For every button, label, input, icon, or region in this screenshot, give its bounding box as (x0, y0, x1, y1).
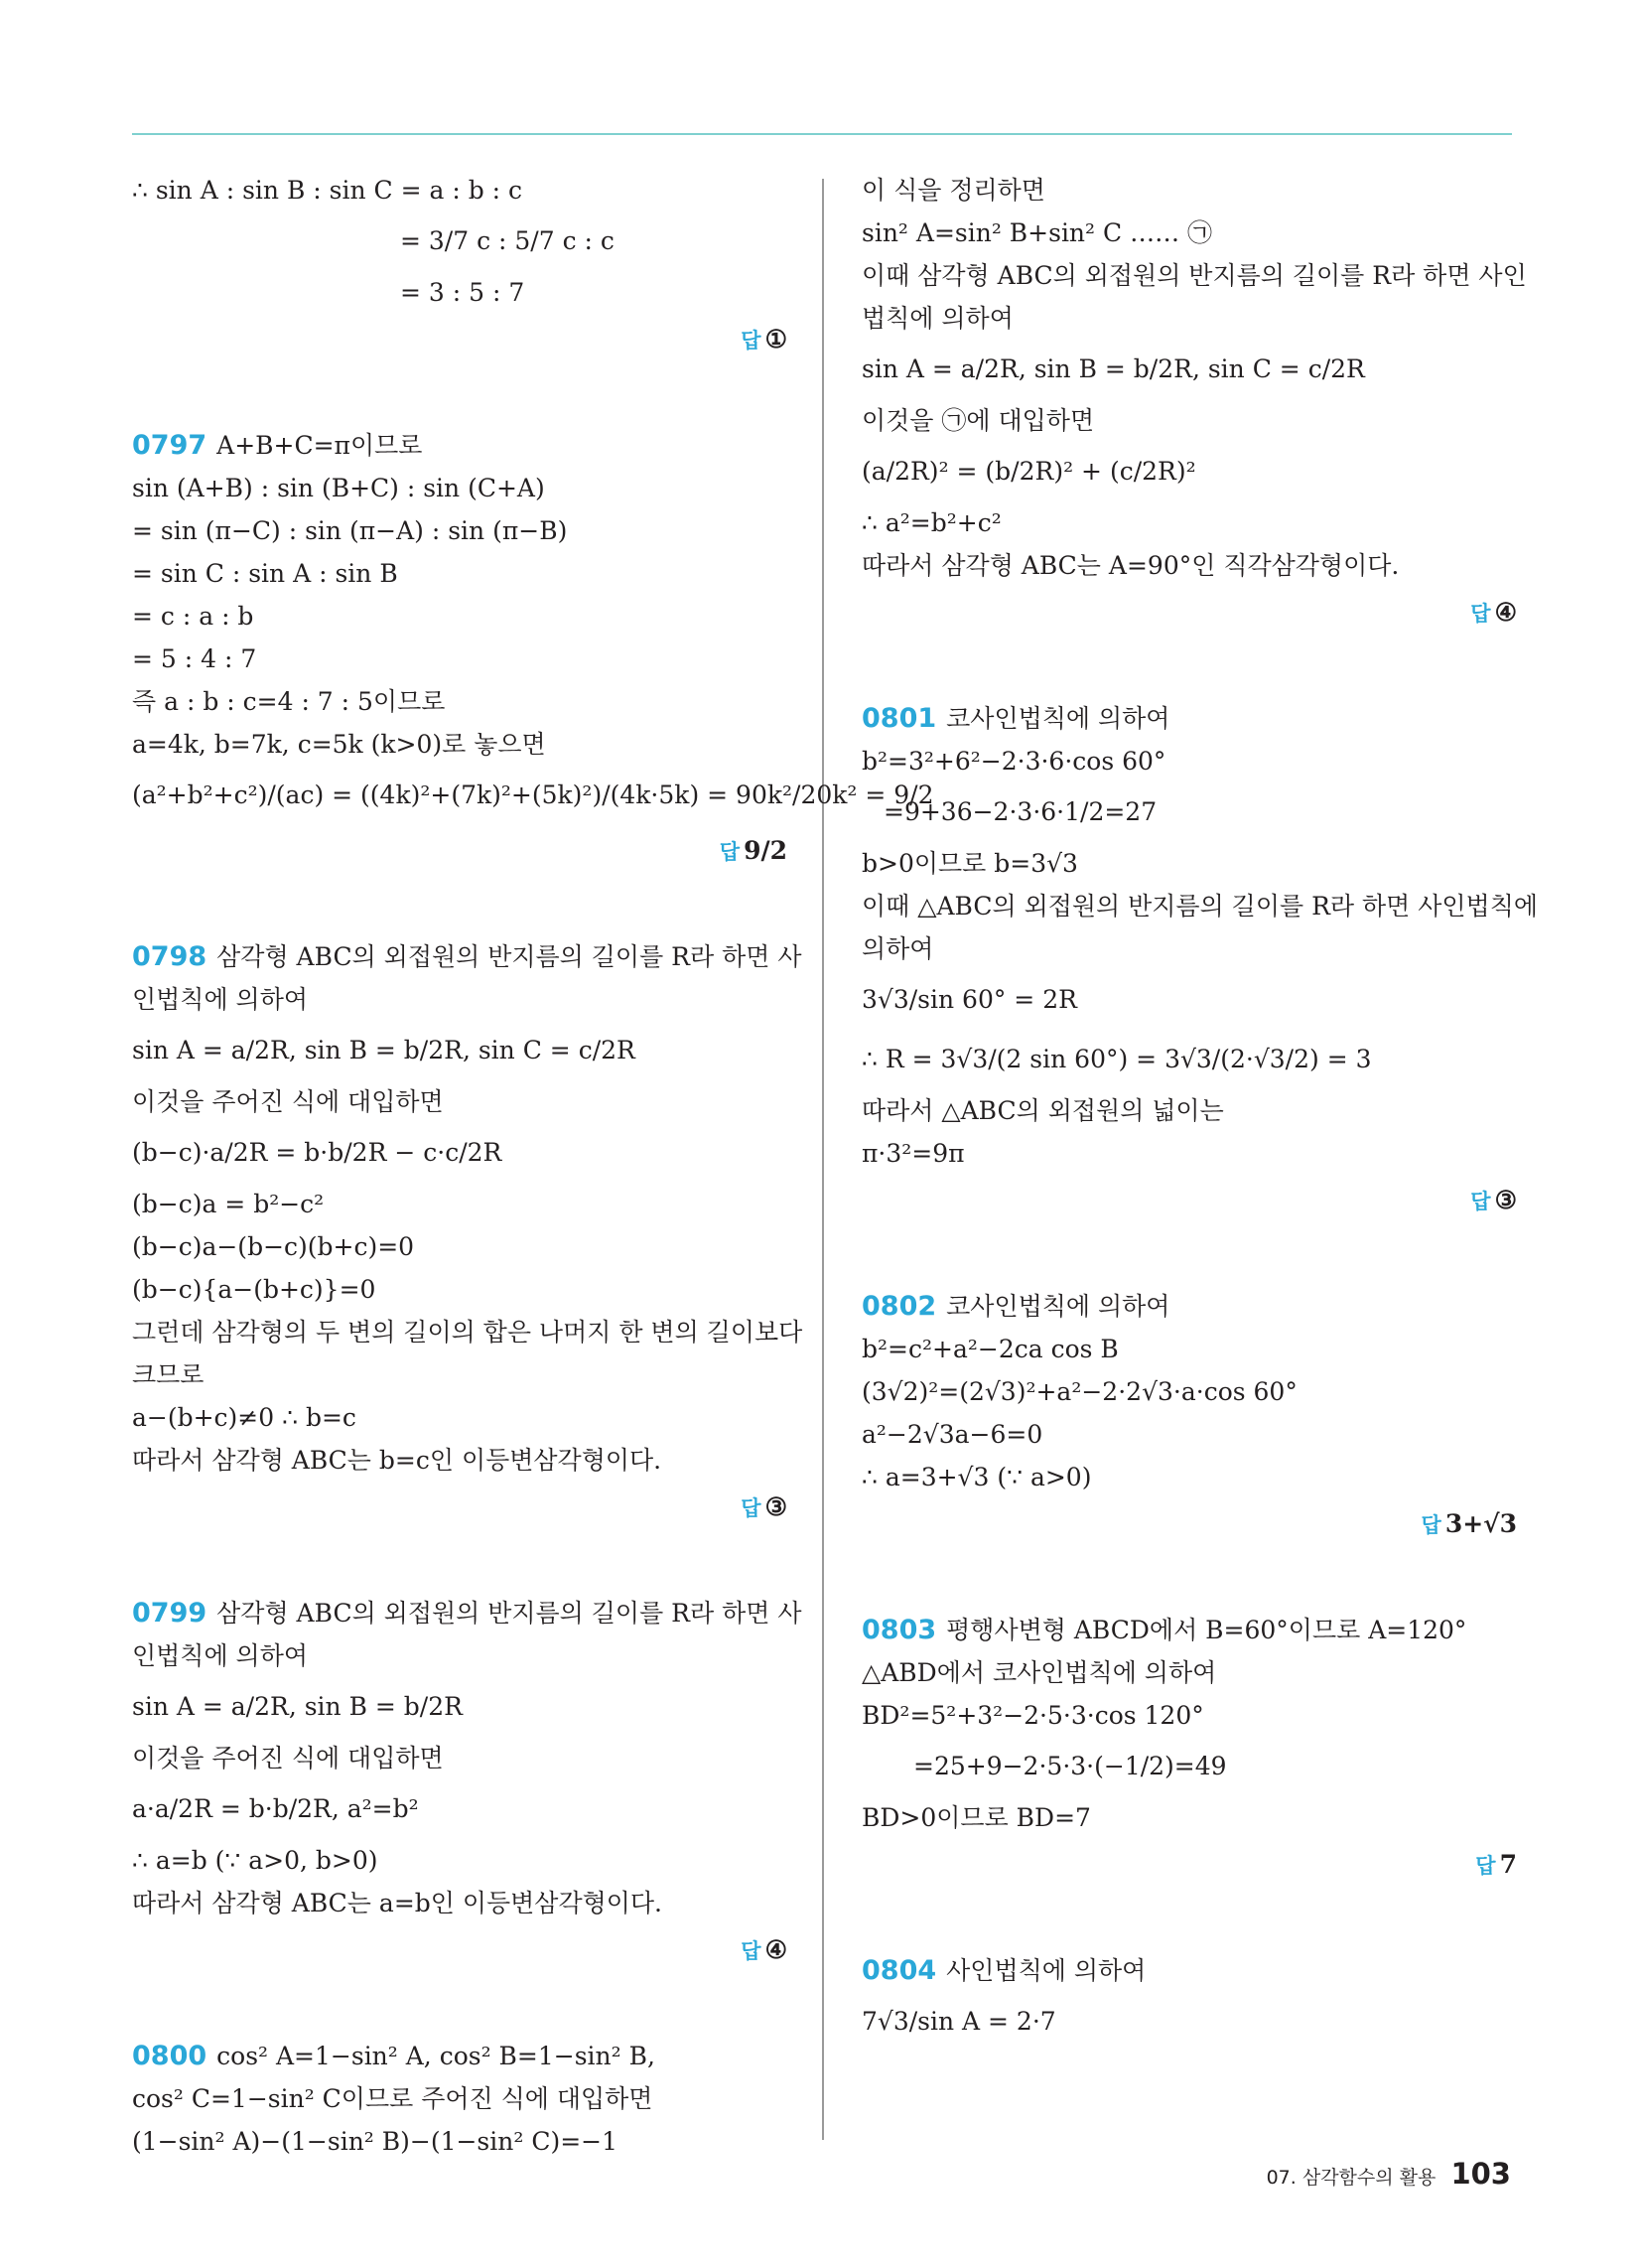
solution-line (862, 782, 1517, 842)
problem-number: 0798 (132, 941, 207, 972)
solution-line (132, 1123, 787, 1183)
line-text: b²=c²+a²−2ca cos B (862, 1335, 1119, 1363)
top-rule (132, 133, 1512, 135)
line-text: 이것을 ㉠에 대입하면 (862, 406, 1095, 435)
solution-line (862, 169, 1517, 212)
solution-line (132, 212, 787, 271)
line-text: ∴ a²=b²+c² (862, 508, 1002, 537)
line-text: (3√2)²=(2√3)²+a²−2·2√3·a·cos 60° (862, 1377, 1298, 1406)
line-text: ∴ R = 3√3/(2 sin 60°) = 3√3/(2·√3/2) = 3 (862, 1045, 1372, 1073)
line-text: 의하여 (862, 934, 934, 963)
problem-line (132, 2035, 787, 2077)
line-text: 이때 △ABC의 외접원의 반지름의 길이를 R라 하면 사인법칙에 (862, 892, 1538, 921)
line-text: 삼각형 ABC의 외접원의 반지름의 길이를 R라 하면 사 (216, 942, 802, 971)
solution-line (862, 212, 1517, 254)
line-text: 코사인법칙에 의하여 (946, 1292, 1170, 1321)
solution-line (132, 680, 787, 723)
line-text: = 3 : 5 : 7 (400, 278, 525, 307)
line-text: = sin C : sin A : sin B (132, 559, 398, 588)
solution-line (132, 169, 787, 212)
line-text: 사인법칙에 의하여 (946, 1956, 1147, 1985)
page-number: 103 (1450, 2157, 1511, 2191)
answer-value: ④ (1494, 598, 1517, 627)
solution-line (132, 766, 934, 825)
solution-line (132, 723, 787, 766)
answer-label: 답 (741, 329, 761, 353)
solution-line (862, 970, 1517, 1030)
problem-number: 0804 (862, 1955, 937, 1986)
solution-line (862, 740, 1517, 782)
solution-line (862, 254, 1527, 297)
solution-line (862, 1030, 1517, 1089)
solution-line (132, 1882, 787, 1924)
problem-line (862, 1949, 1517, 1992)
solution-line (132, 1021, 787, 1080)
line-text: a·a/2R = b·b/2R, a²=b² (132, 1794, 419, 1823)
line-text: (b−c)·a/2R = b·b/2R − c·c/2R (132, 1138, 502, 1167)
problem-line (862, 1285, 1517, 1328)
section-gap (862, 1223, 1517, 1285)
solution-line (132, 1268, 787, 1311)
solution-line (862, 340, 1517, 399)
line-text: 인법칙에 의하여 (132, 1641, 308, 1670)
answer (862, 1843, 1517, 1888)
solution-line (132, 1779, 787, 1839)
line-text: (b−c)a−(b−c)(b+c)=0 (132, 1232, 415, 1261)
solution-line (862, 442, 1517, 501)
solution-line (132, 1677, 787, 1737)
line-text: (a/2R)² = (b/2R)² + (c/2R)² (862, 457, 1196, 486)
problem-line (132, 1592, 802, 1634)
line-text: = c : a : b (132, 602, 254, 631)
solution-line (862, 297, 1517, 340)
answer-label: 답 (719, 840, 741, 864)
problem-number: 0800 (132, 2041, 207, 2071)
solution-line (862, 501, 1517, 544)
line-text: BD²=5²+3²−2·5·3·cos 120° (862, 1701, 1204, 1730)
solution-line (132, 1080, 787, 1123)
answer-value: 7 (1499, 1850, 1517, 1879)
line-text: sin A = a/2R, sin B = b/2R, sin C = c/2R (862, 354, 1365, 383)
solution-line (132, 1634, 787, 1677)
solution-line (862, 927, 1517, 970)
answer-value: 3+√3 (1444, 1509, 1517, 1538)
problem-number: 0803 (862, 1615, 937, 1645)
solution-line (132, 1439, 787, 1482)
line-text: ∴ a=b (∵ a>0, b>0) (132, 1846, 378, 1875)
problem-line (132, 935, 802, 978)
problem-number: 0801 (862, 703, 937, 734)
solution-line (862, 1456, 1517, 1498)
answer-label: 답 (741, 1939, 761, 1963)
line-text: b>0이므로 b=3√3 (862, 849, 1078, 878)
answer-label: 답 (741, 1496, 761, 1520)
solution-line (132, 2120, 787, 2163)
answer (132, 1928, 787, 1973)
line-text: A+B+C=π이므로 (216, 431, 423, 460)
line-text: sin A = a/2R, sin B = b/2R (132, 1692, 463, 1721)
line-text: 법칙에 의하여 (862, 304, 1014, 333)
problem-number: 0802 (862, 1291, 937, 1322)
page-footer (1267, 2157, 1511, 2191)
line-text: 평행사변형 ABCD에서 B=60°이므로 A=120° (946, 1616, 1467, 1644)
section-gap (132, 362, 787, 424)
solution-line (862, 1694, 1517, 1737)
line-text: = 5 : 4 : 7 (132, 644, 257, 673)
problem-line (862, 697, 1517, 740)
answer (132, 829, 787, 874)
answer-value: 9/2 (744, 836, 787, 865)
answer-value: ④ (764, 1935, 787, 1964)
line-text: 인법칙에 의하여 (132, 985, 308, 1014)
solution-line (132, 978, 787, 1021)
solution-line (132, 552, 787, 595)
problem-line (132, 424, 787, 467)
section-gap (862, 636, 1517, 697)
line-text: 코사인법칙에 의하여 (946, 704, 1170, 733)
line-text: BD>0이므로 BD=7 (862, 1803, 1091, 1832)
solution-line (132, 1183, 787, 1225)
answer (132, 318, 787, 362)
line-text: b²=3²+6²−2·3·6·cos 60° (862, 747, 1166, 776)
line-text: 그런데 삼각형의 두 변의 길이의 합은 나머지 한 변의 길이보다 (132, 1318, 803, 1347)
solution-line (862, 885, 1538, 927)
solution-line (862, 842, 1517, 885)
section-gap (132, 1530, 787, 1592)
section-gap (132, 1973, 787, 2035)
answer-value: ③ (1494, 1186, 1517, 1214)
line-text: a=4k, b=7k, c=5k (k>0)로 놓으면 (132, 730, 546, 759)
line-text: a−(b+c)≠0 ∴ b=c (132, 1403, 356, 1432)
line-text: (b−c){a−(b+c)}=0 (132, 1275, 376, 1304)
line-text: 3√3/sin 60° = 2R (862, 985, 1077, 1014)
answer-label: 답 (1470, 602, 1491, 626)
solution-line (862, 1737, 1517, 1796)
solution-line (132, 1839, 787, 1882)
line-text: 따라서 삼각형 ABC는 a=b인 이등변삼각형이다. (132, 1889, 663, 1917)
solution-line (862, 1413, 1517, 1456)
column-divider (822, 179, 824, 2140)
line-text: 7√3/sin A = 2·7 (862, 2007, 1056, 2036)
line-text: (a²+b²+c²)/(ac) = ((4k)²+(7k)²+(5k)²)/(4k·5k) = 90k²/20k² = 9/2 (132, 780, 934, 809)
solution-line (862, 544, 1517, 587)
line-text: ∴ a=3+√3 (∵ a>0) (862, 1463, 1092, 1491)
solution-line (132, 509, 787, 552)
solution-line (132, 1353, 787, 1396)
solution-line (862, 1132, 1517, 1175)
line-text: =25+9−2·5·3·(−1/2)=49 (913, 1752, 1227, 1780)
line-text: 이것을 주어진 식에 대입하면 (132, 1087, 444, 1116)
line-text: sin² A=sin² B+sin² C …… ㉠ (862, 218, 1213, 247)
line-text: cos² A=1−sin² A, cos² B=1−sin² B, (216, 2042, 655, 2070)
solution-line (132, 271, 787, 314)
solution-line (132, 595, 787, 638)
line-text: =9+36−2·3·6·1/2=27 (884, 797, 1158, 826)
solution-line (132, 1737, 787, 1779)
solution-line (132, 638, 787, 680)
solution-line (132, 2077, 787, 2120)
line-text: sin A = a/2R, sin B = b/2R, sin C = c/2R (132, 1036, 635, 1064)
line-text: 크므로 (132, 1360, 205, 1389)
section-gap (862, 1547, 1517, 1609)
line-text: 따라서 삼각형 ABC는 A=90°인 직각삼각형이다. (862, 551, 1400, 580)
line-text: 이때 삼각형 ABC의 외접원의 반지름의 길이를 R라 하면 사인 (862, 261, 1527, 290)
solution-line (132, 467, 787, 509)
line-text: sin (A+B) : sin (B+C) : sin (C+A) (132, 474, 545, 502)
line-text: = 3/7 c : 5/7 c : c (400, 226, 615, 255)
line-text: 이 식을 정리하면 (862, 176, 1045, 205)
line-text: △ABD에서 코사인법칙에 의하여 (862, 1658, 1217, 1687)
line-text: = sin (π−C) : sin (π−A) : sin (π−B) (132, 516, 568, 545)
problem-number: 0797 (132, 430, 207, 461)
line-text: a²−2√3a−6=0 (862, 1420, 1043, 1449)
problem-number: 0799 (132, 1598, 207, 1629)
problem-line (862, 1609, 1517, 1651)
line-text: 삼각형 ABC의 외접원의 반지름의 길이를 R라 하면 사 (216, 1599, 802, 1628)
solution-line (862, 1796, 1517, 1839)
solution-line (862, 1089, 1517, 1132)
section-gap (132, 874, 787, 935)
section-gap (862, 1888, 1517, 1949)
line-text: 따라서 삼각형 ABC는 b=c인 이등변삼각형이다. (132, 1446, 662, 1475)
answer-label: 답 (1470, 1190, 1491, 1213)
solution-line (862, 1370, 1517, 1413)
answer (132, 1486, 787, 1530)
solution-line (132, 1311, 803, 1353)
right-column (862, 169, 1538, 2052)
line-text: (b−c)a = b²−c² (132, 1190, 325, 1218)
line-text: 따라서 △ABC의 외접원의 넓이는 (862, 1096, 1224, 1125)
solution-line (132, 1225, 787, 1268)
line-text: 즉 a : b : c=4 : 7 : 5이므로 (132, 687, 446, 716)
solution-line (862, 1328, 1517, 1370)
answer-label: 답 (1421, 1513, 1441, 1537)
line-text: cos² C=1−sin² C이므로 주어진 식에 대입하면 (132, 2084, 653, 2113)
chapter-title: 07. 삼각함수의 활용 (1266, 2167, 1437, 2189)
line-text: 이것을 주어진 식에 대입하면 (132, 1744, 444, 1772)
line-text: ∴ sin A : sin B : sin C = a : b : c (132, 176, 523, 205)
answer-label: 답 (1475, 1854, 1496, 1878)
solution-line (862, 1992, 1517, 2052)
answer (862, 1502, 1517, 1547)
answer-value: ③ (764, 1492, 787, 1521)
answer (862, 1179, 1517, 1223)
line-text: (1−sin² A)−(1−sin² B)−(1−sin² C)=−1 (132, 2127, 618, 2156)
answer-value: ① (764, 325, 787, 354)
solution-line (862, 399, 1517, 442)
answer (862, 591, 1517, 636)
line-text: π·3²=9π (862, 1139, 965, 1168)
solution-line (862, 1651, 1517, 1694)
solution-line (132, 1396, 787, 1439)
